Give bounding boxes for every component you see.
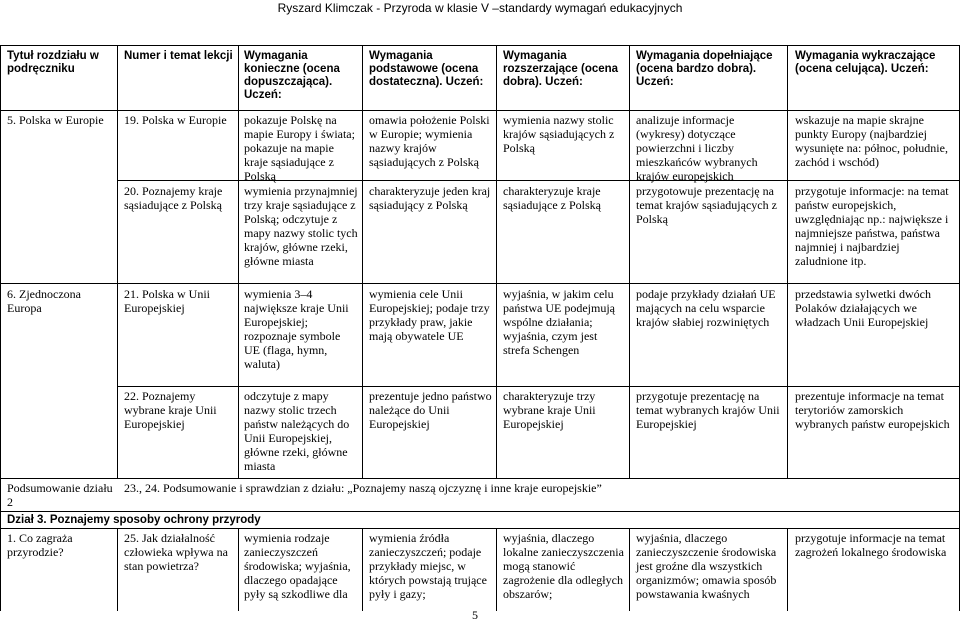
lesson-cell: 22. Poznajemy wybrane kraje Unii Europejskiej: [124, 389, 217, 431]
requirement-cell: wymienia rodzaje zanieczyszczeń środowiska; wyjaśnia, dlaczego opadające pyły są szkodliwe dla: [244, 531, 351, 601]
table-border: [362, 45, 363, 478]
requirement-cell: omawia położenie Polski w Europie; wymienia nazwy krajów sąsiadujących z Polską: [369, 113, 490, 169]
requirement-cell: wymienia przynajmniej trzy kraje sąsiadujące z Polską; odczytuje z mapy nazwy stolic tych krajów, główne rzeki, główne miasta: [244, 184, 358, 268]
table-border: [0, 478, 960, 479]
table-border: [787, 528, 788, 611]
requirement-cell: wymienia źródła zanieczyszczeń; podaje przykłady miejsc, w których powstają trujące pyły i gazy;: [369, 531, 487, 601]
lesson-cell: 21. Polska w Unii Europejskiej: [124, 287, 211, 315]
column-header: Tytuł rozdziału w podręczniku: [7, 50, 99, 75]
table-border: [117, 528, 118, 611]
requirement-cell: wyjaśnia, w jakim celu państwa UE podejmują wspólne działania; wyjaśnia, czym jest strefa Schengen: [503, 287, 615, 357]
chapter-cell: 6. Zjednoczona Europa: [7, 287, 81, 315]
requirement-cell: prezentuje jedno państwo należące do Unii Europejskiej: [369, 389, 492, 431]
requirement-cell: charakteryzuje jeden kraj sąsiadujący z Polską: [369, 184, 491, 212]
column-header: Wymagania dopełniające (ocena bardzo dobra). Uczeń:: [636, 50, 773, 88]
lesson-cell: 25. Jak działalność człowieka wpływa na stan powietrza?: [124, 531, 228, 573]
column-header: Wymagania podstawowe (ocena dostateczna). Uczeń:: [369, 50, 484, 88]
requirement-cell: wyjaśnia, dlaczego zanieczyszczenie środowiska jest groźne dla wszystkich organizmów; omawia sposób powstawania kwaśnych: [636, 531, 777, 601]
table-border: [117, 45, 118, 478]
requirement-cell: przedstawia sylwetki dwóch Polaków działających we władzach Unii Europejskiej: [795, 287, 931, 329]
column-header: Numer i temat lekcji: [124, 50, 233, 62]
column-header: Wymagania wykraczające (ocena celująca). Uczeń:: [795, 50, 936, 75]
chapter-cell: 5. Polska w Europie: [7, 113, 104, 127]
requirement-cell: przygotuje informacje: na temat państw europejskich, uwzględniając np.: największe i najmniejsze państwa, państwa najmniej i najbardziej zaludnione itp.: [795, 184, 949, 268]
column-header: Wymagania rozszerzające (ocena dobra). Uczeń:: [503, 50, 619, 88]
summary-text: 23., 24. Podsumowanie i sprawdzian z działu: „Poznajemy naszą ojczyznę i inne kraje europejskie”: [124, 481, 602, 495]
table-border: [0, 110, 960, 111]
requirement-cell: przygotuje prezentację na temat wybranych krajów Unii Europejskiej: [636, 389, 780, 431]
requirement-cell: wyjaśnia, dlaczego lokalne zanieczyszczenia mogą stanowić zagrożenie dla odległych obszarów;: [503, 531, 624, 601]
table-border: [0, 283, 960, 284]
requirement-cell: przygotowuje prezentację na temat krajów sąsiadujących z Polską: [636, 184, 777, 226]
summary-chapter: Podsumowanie działu 2: [7, 481, 113, 509]
table-border: [0, 45, 1, 611]
column-header: Wymagania konieczne (ocena dopuszczająca). Uczeń:: [244, 50, 340, 101]
table-border: [496, 45, 497, 478]
requirement-cell: podaje przykłady działań UE mających na celu wsparcie krajów słabiej rozwiniętych: [636, 287, 776, 329]
requirement-cell: charakteryzuje trzy wybrane kraje Unii Europejskiej: [503, 389, 596, 431]
table-border: [117, 386, 960, 387]
table-border: [362, 528, 363, 611]
requirement-cell: przygotuje informacje na temat zagrożeń lokalnego środowiska: [795, 531, 947, 559]
requirement-cell: wymienia 3–4 największe kraje Unii Europejskiej; rozpoznaje symbole UE (flaga, hymn, waluta): [244, 287, 349, 371]
requirement-cell: analizuje informacje (wykresy) dotyczące powierzchni i liczby mieszkańców wybranych krajów europejskich: [636, 113, 758, 183]
table-border: [496, 528, 497, 611]
table-border: [238, 45, 239, 478]
table-border: [629, 528, 630, 611]
requirement-cell: wymienia nazwy stolic krajów sąsiadujących z Polską: [503, 113, 615, 155]
table-border: [629, 45, 630, 478]
requirement-cell: pokazuje Polskę na mapie Europy i świata; pokazuje na mapie kraje sąsiadujące z Polską: [244, 113, 355, 183]
requirement-cell: wskazuje na mapie skrajne punkty Europy (najbardziej wysunięte na: północ, południe, zachód i wschód): [795, 113, 948, 169]
chapter-cell: 1. Co zagraża przyrodzie?: [7, 531, 73, 559]
page-number: 5: [472, 608, 478, 622]
requirement-cell: odczytuje z mapy nazwy stolic trzech państw należących do Unii Europejskiej, główne rzeki, główne miasta: [244, 389, 350, 473]
table-border: [238, 528, 239, 611]
requirement-cell: charakteryzuje kraje sąsiadujące z Polską: [503, 184, 601, 212]
lesson-cell: 19. Polska w Europie: [124, 113, 227, 127]
section-title: Dział 3. Poznajemy sposoby ochrony przyrody: [7, 514, 261, 526]
table-border: [787, 45, 788, 478]
lesson-cell: 20. Poznajemy kraje sąsiadujące z Polską: [124, 184, 223, 212]
requirement-cell: wymienia cele Unii Europejskiej; podaje trzy przykłady praw, jakie mają obywatele UE: [369, 287, 490, 343]
table-border: [0, 528, 960, 529]
page-header: Ryszard Klimczak - Przyroda w klasie V –standardy wymagań edukacyjnych: [277, 1, 683, 15]
table-border: [0, 511, 960, 512]
table-border: [0, 45, 960, 46]
requirement-cell: prezentuje informacje na temat terytoriów zamorskich wybranych państw europejskich: [795, 389, 950, 431]
